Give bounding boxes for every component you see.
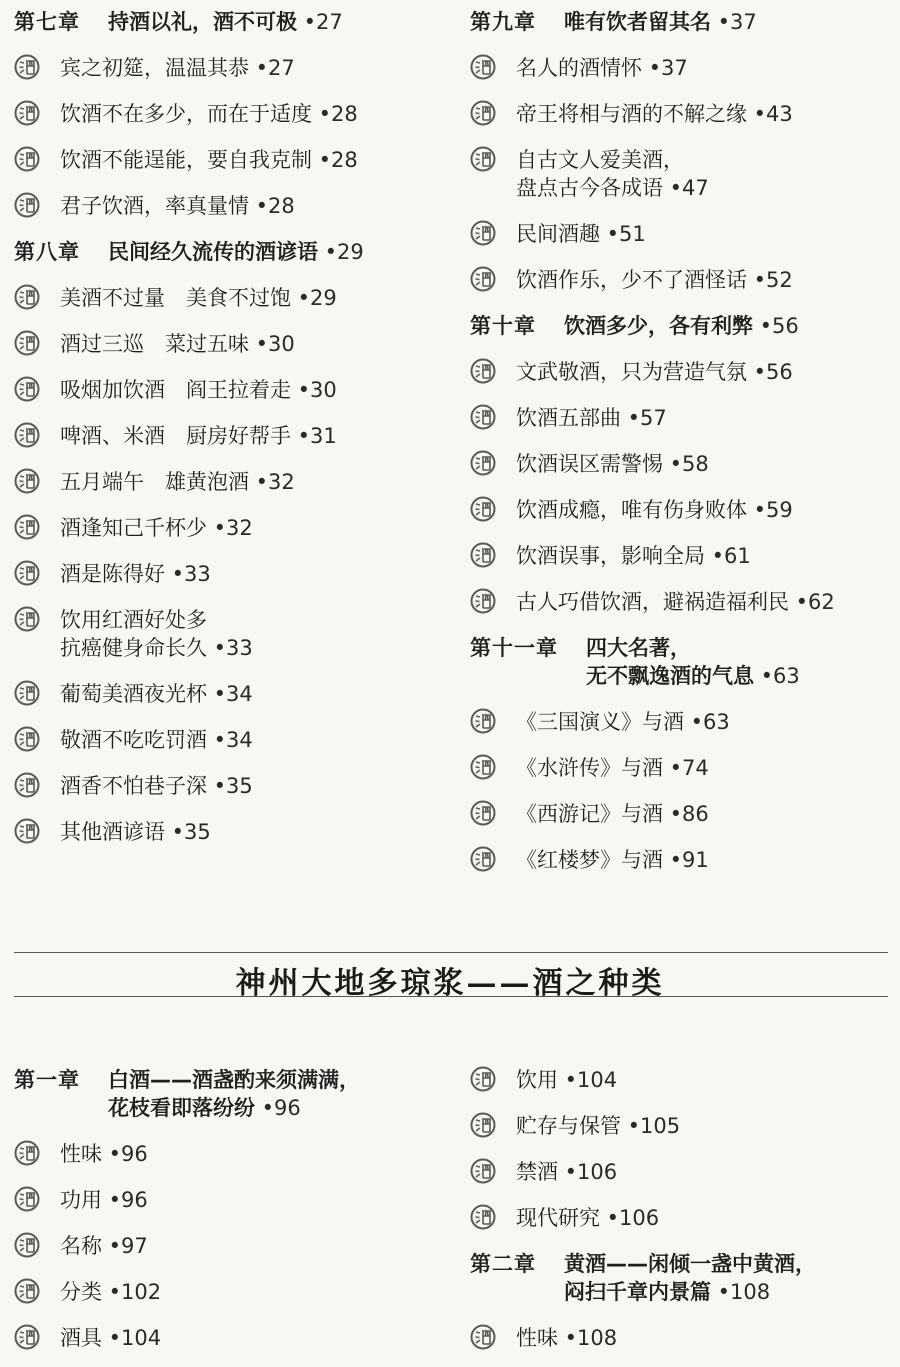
- entry-title: 饮酒误区需警惕: [516, 452, 663, 476]
- jiu-seal-icon: [470, 1112, 496, 1138]
- toc-entry[interactable]: [470, 754, 709, 782]
- page-number: •96: [102, 1142, 148, 1166]
- jiu-seal-icon: [14, 330, 40, 356]
- page-number: •57: [621, 406, 667, 430]
- jiu-seal-icon: [470, 496, 496, 522]
- toc-entry[interactable]: [14, 192, 295, 220]
- page-number: •106: [600, 1206, 660, 1230]
- entry-title: 古人巧借饮酒，避祸造福利民: [516, 590, 789, 614]
- entry-title: 饮用红酒好处多: [60, 608, 207, 632]
- chapter-title: 白酒——酒盏酌来须满满，: [108, 1068, 360, 1092]
- page-number: •33: [165, 562, 211, 586]
- page-number: •56: [747, 360, 793, 384]
- page-number: •63: [754, 664, 800, 688]
- entry-title: 其他酒谚语: [60, 820, 165, 844]
- page-number: •37: [642, 56, 688, 80]
- chapter-heading[interactable]: [470, 312, 799, 340]
- jiu-seal-icon: [470, 100, 496, 126]
- jiu-seal-icon: [470, 404, 496, 430]
- jiu-seal-icon: [470, 450, 496, 476]
- chapter-title-line2: 闷扫千章内景篇: [564, 1280, 711, 1304]
- toc-entry[interactable]: [470, 1112, 680, 1140]
- jiu-seal-icon: [14, 1278, 40, 1304]
- chapter-number: 第一章: [14, 1068, 80, 1092]
- entry-title: 酒是陈得好: [60, 562, 165, 586]
- toc-entry[interactable]: [14, 772, 253, 800]
- page-number: •91: [663, 848, 709, 872]
- page-number: •30: [249, 332, 295, 356]
- page-number: •102: [102, 1280, 162, 1304]
- toc-entry[interactable]: [470, 1204, 659, 1232]
- jiu-seal-icon: [470, 266, 496, 292]
- entry-title: 功用: [60, 1188, 102, 1212]
- jiu-seal-icon: [470, 588, 496, 614]
- entry-title: 宾之初筵，温温其恭: [60, 56, 249, 80]
- entry-title: 《西游记》与酒: [516, 802, 663, 826]
- entry-title: 名称: [60, 1234, 102, 1258]
- page-number: •108: [711, 1280, 771, 1304]
- toc-entry[interactable]: [14, 422, 337, 450]
- chapter-title-line2: 花枝看即落纷纷: [108, 1096, 255, 1120]
- jiu-seal-icon: [14, 1186, 40, 1212]
- page-number: •61: [705, 544, 751, 568]
- chapter-title: 民间经久流传的酒谚语: [108, 240, 318, 264]
- toc-entry[interactable]: [14, 284, 337, 312]
- entry-title: 现代研究: [516, 1206, 600, 1230]
- toc-entry[interactable]: [14, 468, 295, 496]
- toc-entry[interactable]: [470, 846, 709, 874]
- entry-title: 饮酒五部曲: [516, 406, 621, 430]
- chapter-number: 第九章: [470, 10, 536, 34]
- entry-title: 性味: [60, 1142, 102, 1166]
- jiu-seal-icon: [470, 1066, 496, 1092]
- jiu-seal-icon: [14, 422, 40, 448]
- page-number: •104: [102, 1326, 162, 1350]
- page-number: •30: [291, 378, 337, 402]
- chapter-title: 唯有饮者留其名: [564, 10, 711, 34]
- toc-entry[interactable]: [470, 358, 793, 386]
- toc-entry[interactable]: [14, 818, 211, 846]
- chapter-heading[interactable]: [470, 8, 757, 36]
- jiu-seal-icon: [14, 192, 40, 218]
- page-number: •59: [747, 498, 793, 522]
- jiu-seal-icon: [470, 542, 496, 568]
- entry-title: 美酒不过量 美食不过饱: [60, 286, 291, 310]
- toc-entry[interactable]: [14, 330, 295, 358]
- entry-title: 《三国演义》与酒: [516, 710, 684, 734]
- toc-entry[interactable]: [470, 588, 835, 616]
- page-number: •104: [558, 1068, 618, 1092]
- page-number: •74: [663, 756, 709, 780]
- jiu-seal-icon: [14, 726, 40, 752]
- toc-entry[interactable]: [470, 266, 793, 294]
- entry-title: 名人的酒情怀: [516, 56, 642, 80]
- toc-entry[interactable]: [470, 1324, 617, 1352]
- entry-title: 《红楼梦》与酒: [516, 848, 663, 872]
- jiu-seal-icon: [14, 772, 40, 798]
- toc-entry[interactable]: [470, 450, 709, 478]
- page-number: •97: [102, 1234, 148, 1258]
- jiu-seal-icon: [14, 560, 40, 586]
- page-number: •35: [165, 820, 211, 844]
- page-number: •56: [753, 314, 799, 338]
- entry-title: 酒过三巡 菜过五味: [60, 332, 249, 356]
- entry-title: 性味: [516, 1326, 558, 1350]
- page-number: •52: [747, 268, 793, 292]
- toc-entry[interactable]: [14, 514, 253, 542]
- entry-title: 啤酒、米酒 厨房好帮手: [60, 424, 291, 448]
- entry-title: 分类: [60, 1280, 102, 1304]
- page-number: •96: [102, 1188, 148, 1212]
- jiu-seal-icon: [14, 1232, 40, 1258]
- page-number: •37: [711, 10, 757, 34]
- section-title: 神州大地多琼浆——酒之种类: [235, 966, 665, 1001]
- toc-entry[interactable]: [14, 1324, 161, 1352]
- jiu-seal-icon: [470, 1324, 496, 1350]
- chapter-heading[interactable]: [14, 238, 364, 266]
- toc-entry[interactable]: [470, 542, 751, 570]
- toc-entry[interactable]: [470, 220, 646, 248]
- entry-title: 文武敬酒，只为营造气氛: [516, 360, 747, 384]
- entry-title: 自古文人爱美酒，: [516, 148, 684, 172]
- jiu-seal-icon: [14, 818, 40, 844]
- toc-entry[interactable]: [14, 100, 358, 128]
- jiu-seal-icon: [470, 708, 496, 734]
- toc-entry[interactable]: [14, 1278, 161, 1306]
- entry-title: 饮酒误事，影响全局: [516, 544, 705, 568]
- entry-title: 酒香不怕巷子深: [60, 774, 207, 798]
- chapter-number: 第七章: [14, 10, 80, 34]
- toc-entry[interactable]: [470, 1066, 617, 1094]
- page-number: •29: [318, 240, 364, 264]
- page-number: •105: [621, 1114, 681, 1138]
- page-number: •34: [207, 682, 253, 706]
- jiu-seal-icon: [470, 220, 496, 246]
- entry-title: 饮酒不在多少，而在于适度: [60, 102, 312, 126]
- page-number: •34: [207, 728, 253, 752]
- entry-title: 吸烟加饮酒 阎王拉着走: [60, 378, 291, 402]
- entry-title: 饮用: [516, 1068, 558, 1092]
- chapter-title: 饮酒多少，各有利弊: [564, 314, 753, 338]
- entry-title: 饮酒不能逞能，要自我克制: [60, 148, 312, 172]
- chapter-heading[interactable]: [14, 8, 343, 36]
- entry-title: 君子饮酒，率真量情: [60, 194, 249, 218]
- toc-entry[interactable]: [14, 606, 253, 662]
- toc-entry[interactable]: [470, 146, 709, 202]
- entry-title: 抗癌健身命长久: [60, 636, 207, 660]
- entry-title: 饮酒作乐，少不了酒怪话: [516, 268, 747, 292]
- jiu-seal-icon: [14, 680, 40, 706]
- toc-entry[interactable]: [470, 1158, 617, 1186]
- section-rule-bottom: [14, 996, 888, 997]
- page-number: •62: [789, 590, 835, 614]
- entry-title: 盘点古今各成语: [516, 176, 663, 200]
- page-number: •28: [312, 102, 358, 126]
- page-number: •28: [312, 148, 358, 172]
- page-number: •28: [249, 194, 295, 218]
- page-number: •27: [297, 10, 343, 34]
- chapter-number: 第二章: [470, 1252, 536, 1276]
- toc-entry[interactable]: [14, 146, 358, 174]
- jiu-seal-icon: [14, 606, 40, 632]
- jiu-seal-icon: [470, 358, 496, 384]
- chapter-heading[interactable]: [14, 1066, 360, 1122]
- chapter-title: 四大名著，: [586, 636, 691, 660]
- entry-title: 贮存与保管: [516, 1114, 621, 1138]
- toc-entry[interactable]: [14, 560, 211, 588]
- toc-entry[interactable]: [14, 1186, 148, 1214]
- jiu-seal-icon: [470, 1204, 496, 1230]
- entry-title: 葡萄美酒夜光杯: [60, 682, 207, 706]
- jiu-seal-icon: [470, 54, 496, 80]
- entry-title: 酒逢知己千杯少: [60, 516, 207, 540]
- jiu-seal-icon: [470, 754, 496, 780]
- entry-title: 敬酒不吃吃罚酒: [60, 728, 207, 752]
- page-number: •32: [249, 470, 295, 494]
- page-number: •58: [663, 452, 709, 476]
- toc-entry[interactable]: [14, 376, 337, 404]
- chapter-number: 第十章: [470, 314, 536, 338]
- toc-entry[interactable]: [14, 726, 253, 754]
- jiu-seal-icon: [14, 54, 40, 80]
- entry-title: 酒具: [60, 1326, 102, 1350]
- jiu-seal-icon: [470, 800, 496, 826]
- page-number: •32: [207, 516, 253, 540]
- jiu-seal-icon: [14, 100, 40, 126]
- chapter-title: 持酒以礼，酒不可极: [108, 10, 297, 34]
- page-number: •96: [255, 1096, 301, 1120]
- toc-entry[interactable]: [470, 708, 730, 736]
- toc-entry[interactable]: [14, 1232, 148, 1260]
- chapter-number: 第八章: [14, 240, 80, 264]
- entry-title: 《水浒传》与酒: [516, 756, 663, 780]
- jiu-seal-icon: [470, 846, 496, 872]
- jiu-seal-icon: [14, 146, 40, 172]
- section-rule-top: [14, 952, 888, 953]
- toc-entry[interactable]: [470, 404, 667, 432]
- jiu-seal-icon: [14, 468, 40, 494]
- page-number: •47: [663, 176, 709, 200]
- toc-entry[interactable]: [470, 54, 688, 82]
- page-number: •86: [663, 802, 709, 826]
- page-number: •51: [600, 222, 646, 246]
- page-number: •43: [747, 102, 793, 126]
- entry-title: 饮酒成瘾，唯有伤身败体: [516, 498, 747, 522]
- page-number: •106: [558, 1160, 618, 1184]
- toc-entry[interactable]: [14, 1140, 148, 1168]
- jiu-seal-icon: [14, 1324, 40, 1350]
- page-number: •63: [684, 710, 730, 734]
- entry-title: 禁酒: [516, 1160, 558, 1184]
- entry-title: 帝王将相与酒的不解之缘: [516, 102, 747, 126]
- toc-entry[interactable]: [470, 100, 793, 128]
- jiu-seal-icon: [14, 376, 40, 402]
- toc-entry[interactable]: [14, 54, 295, 82]
- chapter-title: 黄酒——闲倾一盏中黄酒，: [564, 1252, 816, 1276]
- page-number: •27: [249, 56, 295, 80]
- entry-title: 民间酒趣: [516, 222, 600, 246]
- chapter-number: 第十一章: [470, 636, 558, 660]
- page-number: •33: [207, 636, 253, 660]
- chapter-heading[interactable]: [470, 634, 800, 690]
- jiu-seal-icon: [14, 284, 40, 310]
- chapter-heading[interactable]: [470, 1250, 816, 1306]
- toc-entry[interactable]: [470, 800, 709, 828]
- page-number: •29: [291, 286, 337, 310]
- jiu-seal-icon: [470, 146, 496, 172]
- page-number: •31: [291, 424, 337, 448]
- jiu-seal-icon: [14, 514, 40, 540]
- page-number: •35: [207, 774, 253, 798]
- entry-title: 五月端午 雄黄泡酒: [60, 470, 249, 494]
- chapter-title-line2: 无不飘逸酒的气息: [586, 664, 754, 688]
- toc-entry[interactable]: [14, 680, 253, 708]
- jiu-seal-icon: [14, 1140, 40, 1166]
- page-number: •108: [558, 1326, 618, 1350]
- toc-entry[interactable]: [470, 496, 793, 524]
- jiu-seal-icon: [470, 1158, 496, 1184]
